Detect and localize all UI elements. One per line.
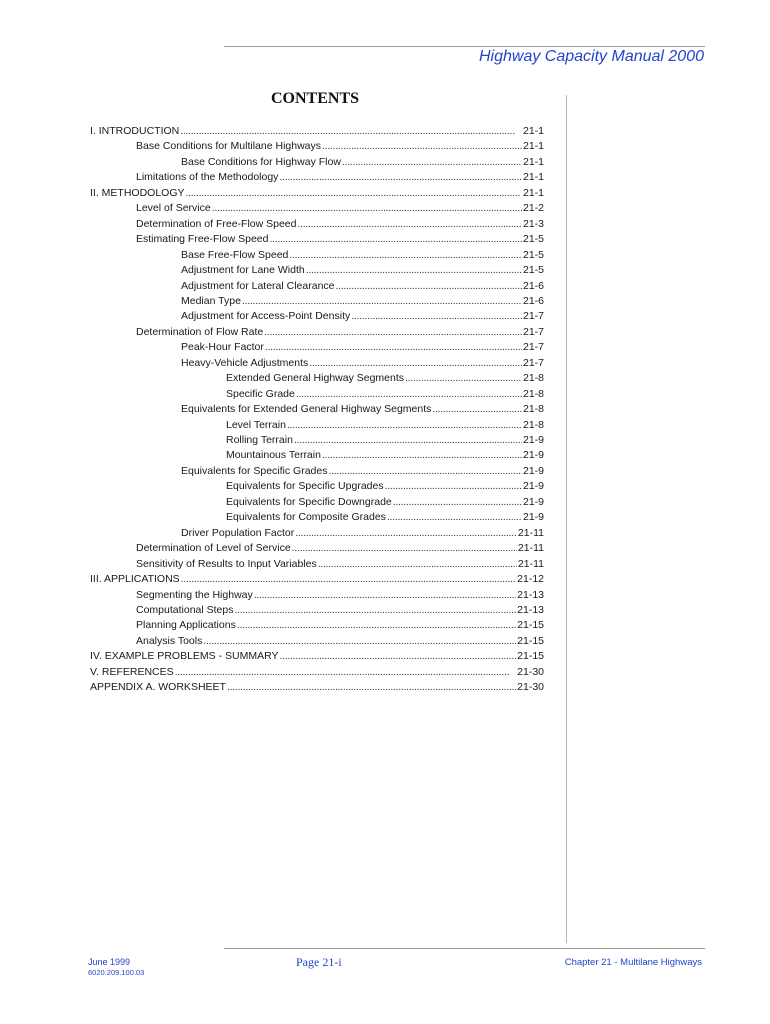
toc-entry-page: 21-6: [522, 279, 544, 292]
toc-entry-page: 21-8: [522, 372, 544, 385]
toc-dot-leader: [295, 526, 517, 541]
toc-entry[interactable]: [136, 618, 544, 633]
toc-entry-title: Adjustment for Access-Point Density: [181, 310, 351, 323]
toc-entry[interactable]: [181, 279, 544, 294]
toc-entry-page: 21-1: [522, 186, 544, 199]
toc-entry-page: 21-7: [522, 356, 544, 369]
toc-dot-leader: [203, 634, 516, 649]
toc-entry-page: 21-15: [517, 650, 544, 663]
toc-entry-page: 21-7: [522, 310, 544, 323]
toc-entry-page: 21-6: [522, 294, 544, 307]
toc-entry-page: 21-8: [522, 387, 544, 400]
toc-entry-title: Computational Steps: [136, 603, 234, 616]
toc-entry-title: Rolling Terrain: [226, 434, 293, 446]
toc-entry[interactable]: [181, 402, 544, 417]
toc-entry-title: Limitations of the Methodology: [136, 171, 279, 184]
toc-entry[interactable]: [136, 634, 544, 649]
toc-entry-page: 21-9: [522, 480, 544, 493]
toc-entry-title: Estimating Free-Flow Speed: [136, 233, 269, 246]
toc-entry[interactable]: [136, 139, 544, 154]
toc-entry-title: Determination of Level of Service: [136, 542, 291, 555]
toc-dot-leader: [296, 387, 522, 402]
toc-entry-title: Determination of Free-Flow Speed: [136, 217, 297, 230]
toc-entry-title: Adjustment for Lane Width: [181, 264, 305, 277]
toc-entry-page: 21-1: [522, 171, 544, 184]
toc-dot-leader: [393, 495, 522, 510]
toc-dot-leader: [242, 294, 522, 309]
toc-entry[interactable]: [226, 418, 544, 433]
toc-entry-title: II. METHODOLOGY: [90, 186, 185, 199]
toc-dot-leader: [387, 510, 522, 525]
toc-entry-title: Median Type: [181, 294, 241, 307]
toc-entry-page: 21-13: [517, 588, 544, 601]
toc-entry[interactable]: [181, 155, 544, 170]
toc-dot-leader: [298, 217, 522, 232]
toc-dot-leader: [279, 170, 522, 185]
toc-entry-page: 21-12: [517, 573, 544, 586]
toc-entry-title: Segmenting the Highway: [136, 588, 253, 601]
toc-entry[interactable]: [136, 170, 544, 185]
footer-chapter: Chapter 21 - Multilane Highways: [564, 957, 702, 968]
toc-entry-title: I. INTRODUCTION: [90, 125, 180, 137]
toc-dot-leader: [385, 479, 522, 494]
toc-dot-leader: [175, 665, 517, 680]
toc-entry-page: 21-8: [522, 418, 544, 431]
toc-entry-page: 21-1: [522, 140, 544, 153]
toc-entry-page: 21-1: [522, 155, 544, 168]
toc-dot-leader: [237, 618, 516, 633]
toc-entry-title: Mountainous Terrain: [226, 449, 321, 462]
toc-entry-page: 21-7: [522, 341, 544, 354]
toc-dot-leader: [336, 279, 522, 294]
toc-dot-leader: [269, 232, 522, 247]
toc-entry-page: 21-9: [522, 464, 544, 477]
toc-entry-page: 21-5: [522, 233, 544, 246]
toc-entry[interactable]: [136, 603, 544, 618]
toc-entry-title: Equivalents for Specific Upgrades: [226, 480, 384, 493]
toc-entry-page: 21-9: [522, 434, 544, 446]
toc-dot-leader: [292, 541, 517, 556]
toc-entry[interactable]: [136, 232, 544, 247]
toc-entry[interactable]: [226, 387, 544, 402]
toc-entry-page: 21-11: [517, 542, 544, 555]
toc-dot-leader: [265, 340, 522, 355]
toc-entry-title: V. REFERENCES: [90, 665, 174, 678]
toc-entry[interactable]: [90, 665, 544, 680]
toc-entry[interactable]: [181, 340, 544, 355]
margin-rule: [566, 95, 567, 943]
toc-entry-title: Adjustment for Lateral Clearance: [181, 279, 335, 292]
toc-entry-page: 21-15: [517, 634, 544, 647]
manual-title: Highway Capacity Manual 2000: [478, 48, 704, 65]
toc-dot-leader: [264, 325, 522, 340]
toc-entry[interactable]: [226, 371, 544, 386]
toc-entry-title: Equivalents for Specific Grades: [181, 464, 328, 477]
toc-entry[interactable]: [226, 495, 544, 510]
toc-entry-page: 21-2: [522, 202, 544, 215]
toc-entry-page: 21-30: [517, 681, 544, 694]
toc-entry-title: APPENDIX A. WORKSHEET: [90, 681, 226, 694]
toc-entry-title: Driver Population Factor: [181, 526, 295, 539]
toc-entry-title: Base Free-Flow Speed: [181, 248, 289, 261]
toc-entry-page: 21-13: [517, 603, 544, 616]
toc-entry-page: 21-15: [517, 619, 544, 632]
toc-entry[interactable]: [136, 325, 544, 340]
toc-dot-leader: [405, 371, 522, 386]
toc-entry[interactable]: [226, 479, 544, 494]
toc-dot-leader: [294, 433, 522, 448]
toc-dot-leader: [180, 124, 522, 139]
toc-entry[interactable]: [136, 201, 544, 216]
toc-entry-page: 21-3: [522, 217, 544, 230]
toc-entry[interactable]: [181, 356, 544, 371]
toc-entry[interactable]: [181, 263, 544, 278]
toc-entry-page: 21-1: [522, 125, 544, 137]
toc-entry-title: Peak-Hour Factor: [181, 341, 264, 354]
toc-entry[interactable]: [136, 217, 544, 232]
toc-entry-title: Level Terrain: [226, 418, 286, 431]
toc-entry[interactable]: [136, 541, 544, 556]
toc-entry[interactable]: [90, 572, 544, 587]
toc-entry-page: 21-9: [522, 495, 544, 508]
toc-entry-title: Analysis Tools: [136, 634, 203, 647]
toc-dot-leader: [227, 680, 516, 695]
toc-entry-title: Equivalents for Composite Grades: [226, 511, 386, 524]
toc-entry-title: Sensitivity of Results to Input Variables: [136, 557, 317, 570]
contents-heading: CONTENTS: [270, 90, 360, 107]
toc-entry-page: 21-11: [517, 557, 544, 570]
toc-entry-page: 21-30: [517, 665, 544, 678]
toc-entry-title: Base Conditions for Highway Flow: [181, 155, 341, 168]
toc-entry[interactable]: [181, 464, 544, 479]
toc-dot-leader: [289, 248, 522, 263]
toc-entry-title: Level of Service: [136, 202, 211, 215]
toc-entry-title: Specific Grade: [226, 387, 295, 400]
toc-entry[interactable]: [90, 649, 544, 664]
toc-dot-leader: [329, 464, 522, 479]
toc-dot-leader: [181, 572, 516, 587]
toc-dot-leader: [342, 155, 522, 170]
header-rule: [224, 46, 705, 47]
toc-dot-leader: [318, 557, 517, 572]
footer-document-code: 6020.209.100.03: [88, 968, 145, 977]
toc-entry-title: Heavy-Vehicle Adjustments: [181, 356, 309, 369]
toc-entry-title: Equivalents for Extended General Highway Segments: [181, 403, 432, 416]
toc-dot-leader: [279, 649, 516, 664]
toc-entry-title: Equivalents for Specific Downgrade: [226, 495, 392, 508]
toc-entry[interactable]: [90, 124, 544, 139]
toc-entry[interactable]: [226, 510, 544, 525]
toc-entry-title: Base Conditions for Multilane Highways: [136, 140, 322, 153]
toc-entry-page: 21-5: [522, 264, 544, 277]
toc-entry[interactable]: [90, 186, 544, 201]
toc-entry[interactable]: [181, 309, 544, 324]
toc-entry[interactable]: [226, 433, 544, 448]
toc-entry[interactable]: [136, 588, 544, 603]
toc-entry-title: III. APPLICATIONS: [90, 573, 180, 586]
toc-dot-leader: [186, 186, 522, 201]
toc-entry[interactable]: [181, 248, 544, 263]
toc-dot-leader: [432, 402, 522, 417]
footer-date: June 1999: [88, 957, 131, 967]
footer-page-number: Page 21-i: [296, 955, 342, 969]
toc-dot-leader: [306, 263, 522, 278]
toc-dot-leader: [309, 356, 522, 371]
toc-dot-leader: [234, 603, 516, 618]
toc-entry[interactable]: [226, 448, 544, 463]
toc-entry-title: Extended General Highway Segments: [226, 372, 405, 385]
toc-entry-page: 21-5: [522, 248, 544, 261]
toc-entry-title: IV. EXAMPLE PROBLEMS - SUMMARY: [90, 650, 279, 663]
toc-entry-title: Planning Applications: [136, 619, 236, 632]
toc-entry-title: Determination of Flow Rate: [136, 325, 264, 338]
toc-entry[interactable]: [90, 680, 544, 695]
toc-entry[interactable]: [136, 557, 544, 572]
toc-entry[interactable]: [181, 526, 544, 541]
toc-dot-leader: [351, 309, 522, 324]
toc-entry-page: 21-11: [517, 526, 544, 539]
toc-dot-leader: [254, 588, 516, 603]
footer-rule: [224, 948, 705, 949]
toc-entry-page: 21-8: [522, 403, 544, 416]
toc-entry-page: 21-9: [522, 511, 544, 524]
toc-dot-leader: [287, 418, 522, 433]
toc-dot-leader: [212, 201, 522, 216]
toc-dot-leader: [322, 139, 522, 154]
toc-entry-page: 21-7: [522, 325, 544, 338]
toc-entry[interactable]: [181, 294, 544, 309]
toc-entry-page: 21-9: [522, 449, 544, 462]
toc-dot-leader: [322, 448, 522, 463]
